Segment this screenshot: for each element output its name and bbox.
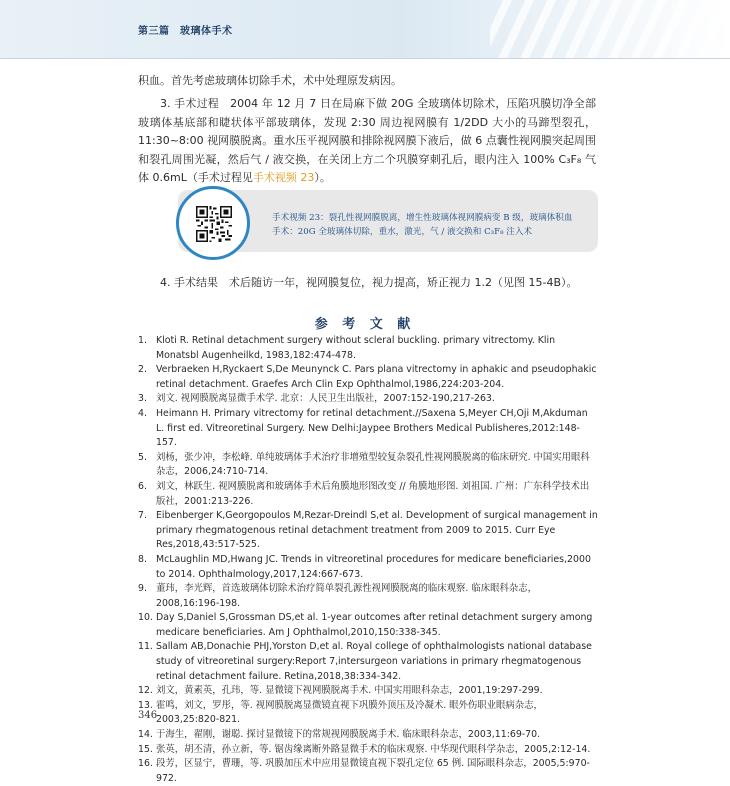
reference-text: Verbraeken H,Ryckaert S,De Meunynck C. Pars plana vitrectomy in aphakic and pseudophakic retinal detachment. Graefes Arch Clin Exp Ophthalmol,1986,224:203-204.	[156, 364, 597, 390]
reference-item	[138, 509, 598, 553]
reference-text: 于海生，翟刚，谢聪. 探讨显微镜下的常规视网膜脱离手术. 临床眼科杂志，2003,11:69-70.	[156, 729, 541, 741]
chapter-title: 第三篇 玻璃体手术	[138, 26, 233, 37]
reference-item	[138, 728, 598, 743]
reference-text: McLaughlin MD,Hwang JC. Trends in vitreoretinal procedures for medicare beneficiaries,2000 to 2014. Ophthalmology,2017,124:667-673.	[156, 553, 591, 580]
reference-number: 10.	[138, 612, 153, 624]
reference-item	[138, 363, 598, 392]
reference-number: 12.	[138, 685, 153, 697]
reference-item	[138, 699, 598, 728]
reference-item	[138, 392, 598, 407]
references-heading: 参 考 文 献	[314, 317, 416, 332]
reference-number: 13.	[138, 699, 153, 711]
references-list	[138, 334, 598, 786]
reference-number: 15.	[138, 743, 153, 755]
surgical-procedure-text: 3. 手术过程 2004 年 12 月 7 日在局麻下做 20G 全玻璃体切除术，压陷巩膜切净全部玻璃体基底部和睫状体平部玻璃体，发现 2:30 周边视网膜有 1/2DD 大小的马蹄型裂孔，11:30~8:00 视网膜脱离。重水压平视网膜和排除视网膜下液后，做 6 点囊性视网膜突起周围和裂孔周围光凝，然后气 / 液交换，在关闭上方二个巩膜穿刺孔后，眼内注入 100% C₃F₈ 气体 0.6mL（手术过程见	[138, 97, 596, 184]
paragraph-surgical-procedure	[138, 95, 596, 188]
reference-number: 1.	[138, 335, 147, 346]
video-caption-line2: 手术：20G 全玻璃体切除，重水，激光，气 / 液交换和 C₃F₈ 注入术	[272, 227, 533, 237]
video-link[interactable]: 手术视频 23	[252, 171, 315, 184]
reference-item	[138, 640, 598, 684]
reference-text: Kloti R. Retinal detachment surgery without scleral buckling. primary vitrectomy. Klin Monatsbl Augenheilkd, 1983,182:474-478.	[156, 335, 556, 361]
reference-text: Day S,Daniel S,Grossman DS,et al. 1-year outcomes after retinal detachment surgery among medicare beneficiaries. Am J Ophthalmol,2010,150:338-345.	[156, 612, 593, 638]
reference-item	[138, 480, 598, 509]
reference-item	[138, 407, 598, 451]
reference-text: Sallam AB,Donachie PHJ,Yorston D,et al. Royal college of ophthalmologists national database study of vitreoretinal surgery:Report 7,intersurgeon variations in primary rhegmatogenous retinal detachment failure. Retina,2018,38:334-342.	[156, 641, 592, 682]
header-decoration	[490, 0, 730, 58]
paragraph-continuation: 积血。首先考虑玻璃体切除手术，术中处理原发病因。	[138, 74, 402, 87]
reference-number: 6.	[138, 480, 147, 492]
reference-item	[138, 582, 598, 611]
reference-item	[138, 611, 598, 640]
header-divider	[0, 58, 730, 59]
reference-number: 14.	[138, 729, 153, 741]
reference-number: 3.	[138, 393, 147, 405]
video-caption	[272, 211, 590, 239]
reference-number: 8.	[138, 553, 147, 565]
reference-number: 4.	[138, 407, 147, 419]
reference-text: 刘文. 视网膜脱离显微手术学. 北京：人民卫生出版社，2007:152-190,217-263.	[156, 393, 495, 405]
reference-text: Eibenberger K,Georgopoulos M,Rezar-Dreindl S,et al. Development of surgical management in primary rhegmatogenous retinal detachment treatment from 2009 to 2015. Curr Eye Res,2018,43:517-525.	[156, 510, 598, 551]
reference-item	[138, 451, 598, 480]
reference-item	[138, 743, 598, 758]
reference-number: 16.	[138, 758, 153, 770]
reference-number: 2.	[138, 364, 147, 376]
page-number: 346	[138, 710, 158, 721]
reference-text: 霍鸣，刘文，罗彤，等. 视网膜脱离显微镜直视下巩膜外顶压及冷凝术. 眼外伤职业眼病杂志，2003,25:820-821.	[156, 699, 543, 726]
reference-item	[138, 553, 598, 582]
chapter-header-band	[0, 0, 730, 58]
reference-item	[138, 334, 598, 363]
surgical-procedure-tail: ）。	[314, 171, 331, 184]
reference-number: 7.	[138, 510, 147, 522]
reference-number: 11.	[138, 641, 153, 653]
reference-text: 张英，胡丕清，孙立新，等. 锯齿缘离断外路显微手术的临床观察. 中华现代眼科学杂志，2005,2:12-14.	[156, 743, 591, 755]
reference-text: Heimann H. Primary vitrectomy for retinal detachment.//Saxena S,Meyer CH,Oji M,Akduman L. first ed. Vitreoretinal Surgery. New Delhi:Jaypee Brothers Medical Publisheres,2012:148-157.	[156, 407, 588, 449]
reference-item	[138, 757, 598, 786]
reference-number: 9.	[138, 583, 147, 595]
reference-number: 5.	[138, 451, 147, 463]
video-caption-line1: 手术视频 23：裂孔性视网膜脱离，增生性玻璃体视网膜病变 B 级，玻璃体积血	[272, 213, 573, 223]
qr-code-icon[interactable]	[196, 206, 232, 242]
reference-item	[138, 684, 598, 699]
reference-text: 段芳，区显宁，曹珊，等. 巩膜加压术中应用显微镜直视下裂孔定位 65 例. 国际眼科杂志，2005,5:970-972.	[156, 758, 590, 784]
paragraph-surgical-result: 4. 手术结果 术后随访一年，视网膜复位，视力提高，矫正视力 1.2（见图 15-4B）。	[160, 276, 578, 289]
reference-text: 刘杨，张少冲，李松峰. 单纯玻璃体手术治疗非增殖型较复杂裂孔性视网膜脱离的临床研究. 中国实用眼科杂志，2006,24:710-714.	[156, 451, 590, 478]
reference-text: 董玮，李光辉，首选玻璃体切除术治疗简单裂孔源性视网膜脱离的临床观察. 临床眼科杂志，2008,16:196-198.	[156, 583, 537, 609]
reference-text: 刘文，林跃生. 视网膜脱离和玻璃体手术后角膜地形图改变 // 角膜地形图. 刘祖国. 广州：广东科学技术出版社，2001:213-226.	[156, 480, 590, 507]
reference-text: 刘文，黄素英，孔玮，等. 显微镜下视网膜脱离手术. 中国实用眼科杂志，2001,19:297-299.	[156, 685, 543, 697]
